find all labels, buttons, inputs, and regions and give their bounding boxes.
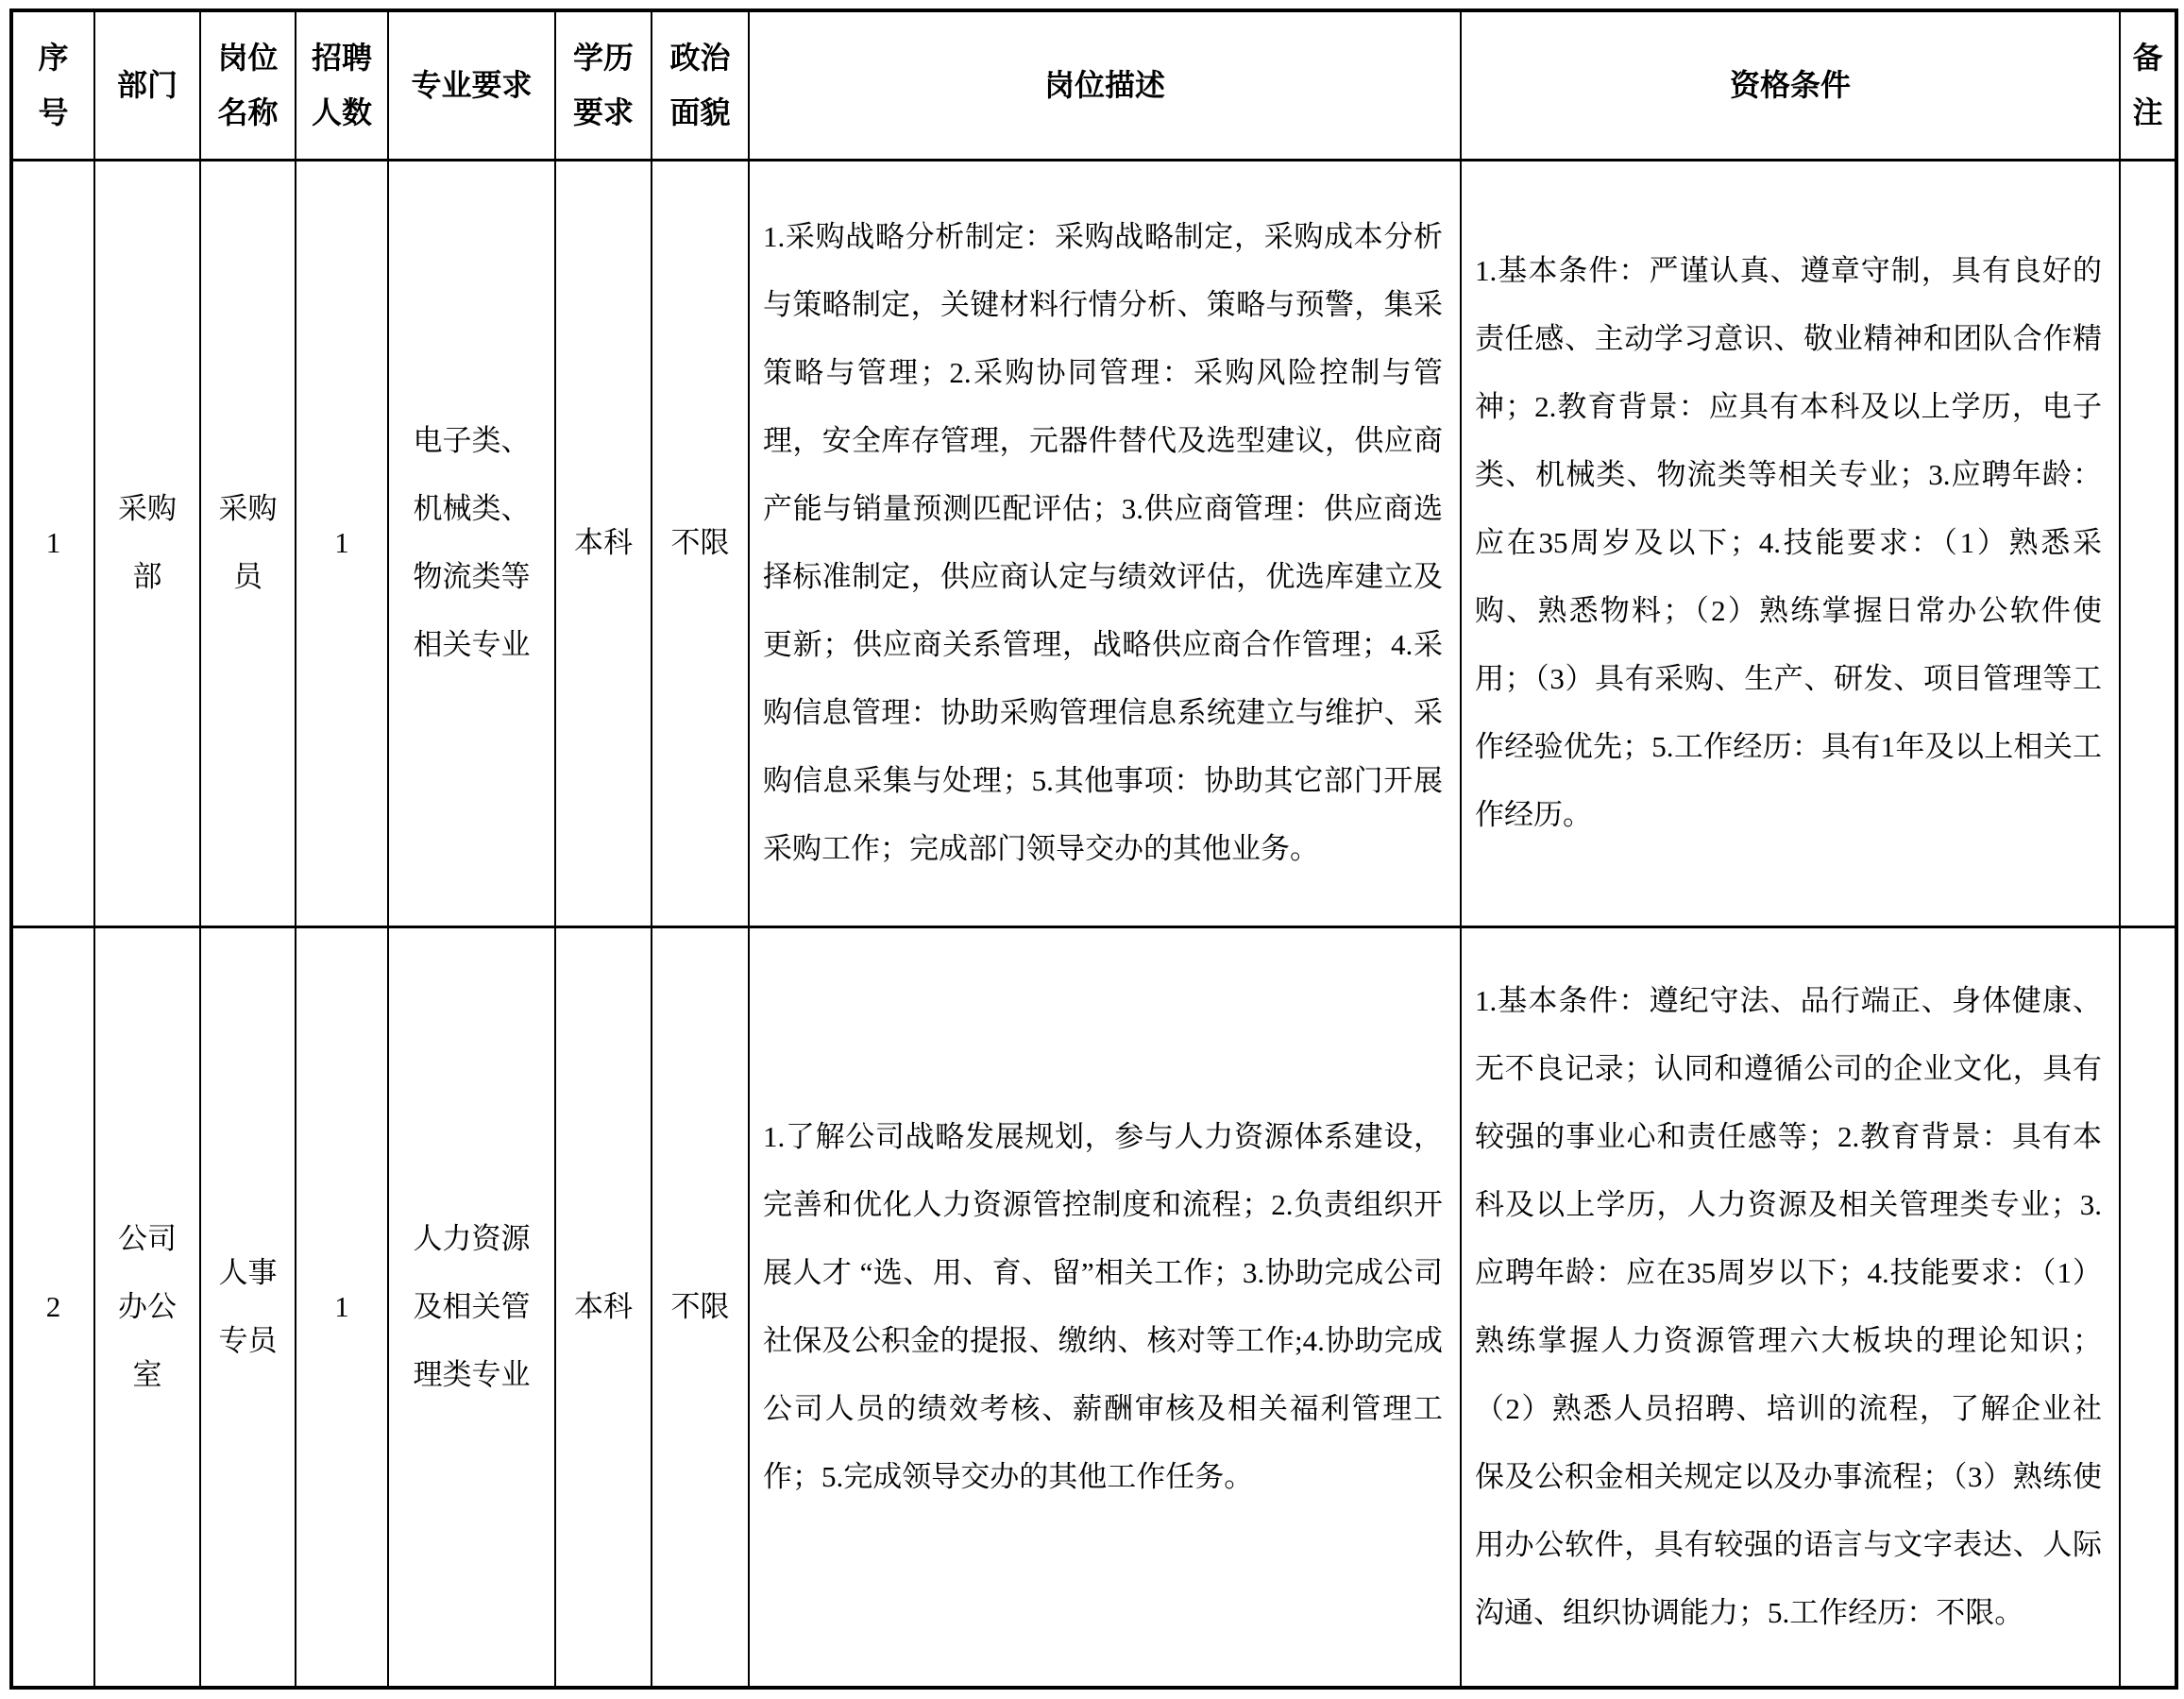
header-dept: 部门 <box>94 10 200 160</box>
header-no: 序 号 <box>11 10 94 160</box>
header-headcount: 招聘 人数 <box>296 10 388 160</box>
cell-education: 本科 <box>555 160 652 926</box>
cell-no: 1 <box>11 160 94 926</box>
cell-dept: 采购部 <box>94 160 200 926</box>
cell-job-description: 1.了解公司战略发展规划，参与人力资源体系建设，完善和优化人力资源管控制度和流程；2.负责组织开展人才 “选、用、育、留”相关工作；3.协助完成公司社保及公积金的提报、缴纳、核对等工作;4.协助完成公司人员的绩效考核、薪酬审核及相关福利管理工作；5.完成领导交办的其他工作任务。 <box>749 926 1461 1688</box>
cell-headcount: 1 <box>296 160 388 926</box>
cell-remark <box>2120 926 2176 1688</box>
header-education: 学历 要求 <box>555 10 652 160</box>
cell-no: 2 <box>11 926 94 1688</box>
table-row <box>11 926 2176 1688</box>
table-row <box>11 160 2176 926</box>
cell-position: 人事专员 <box>200 926 296 1688</box>
cell-qualifications: 1.基本条件：严谨认真、遵章守制，具有良好的责任感、主动学习意识、敬业精神和团队合作精神；2.教育背景：应具有本科及以上学历，电子类、机械类、物流类等相关专业；3.应聘年龄：应在35周岁及以下；4.技能要求：（1）熟悉采购、熟悉物料；（2）熟练掌握日常办公软件使用；（3）具有采购、生产、研发、项目管理等工作经验优先；5.工作经历：具有1年及以上相关工作经历。 <box>1461 160 2120 926</box>
header-remark: 备 注 <box>2120 10 2176 160</box>
cell-position: 采购员 <box>200 160 296 926</box>
header-major: 专业要求 <box>388 10 555 160</box>
header-row <box>11 10 2176 160</box>
cell-job-description: 1.采购战略分析制定：采购战略制定，采购成本分析与策略制定，关键材料行情分析、策略与预警，集采策略与管理；2.采购协同管理：采购风险控制与管理，安全库存管理，元器件替代及选型建议，供应商产能与销量预测匹配评估；3.供应商管理：供应商选择标准制定，供应商认定与绩效评估，优选库建立及更新；供应商关系管理，战略供应商合作管理；4.采购信息管理：协助采购管理信息系统建立与维护、采购信息采集与处理；5.其他事项：协助其它部门开展采购工作；完成部门领导交办的其他业务。 <box>749 160 1461 926</box>
header-political-status: 政治 面貌 <box>652 10 749 160</box>
cell-qualifications: 1.基本条件：遵纪守法、品行端正、身体健康、无不良记录；认同和遵循公司的企业文化，具有较强的事业心和责任感等；2.教育背景：具有本科及以上学历，人力资源及相关管理类专业；3.应聘年龄：应在35周岁以下；4.技能要求：（1）熟练掌握人力资源管理六大板块的理论知识；（2）熟悉人员招聘、培训的流程，了解企业社保及公积金相关规定以及办事流程；（3）熟练使用办公软件，具有较强的语言与文字表达、人际沟通、组织协调能力；5.工作经历：不限。 <box>1461 926 2120 1688</box>
recruitment-table <box>9 8 2178 1690</box>
cell-headcount: 1 <box>296 926 388 1688</box>
cell-education: 本科 <box>555 926 652 1688</box>
header-position: 岗位 名称 <box>200 10 296 160</box>
cell-major: 电子类、机械类、物流类等相关专业 <box>388 160 555 926</box>
header-job-description: 岗位描述 <box>749 10 1461 160</box>
header-qualifications: 资格条件 <box>1461 10 2120 160</box>
cell-dept: 公司办公室 <box>94 926 200 1688</box>
cell-political-status: 不限 <box>652 926 749 1688</box>
cell-remark <box>2120 160 2176 926</box>
cell-political-status: 不限 <box>652 160 749 926</box>
cell-major: 人力资源及相关管理类专业 <box>388 926 555 1688</box>
